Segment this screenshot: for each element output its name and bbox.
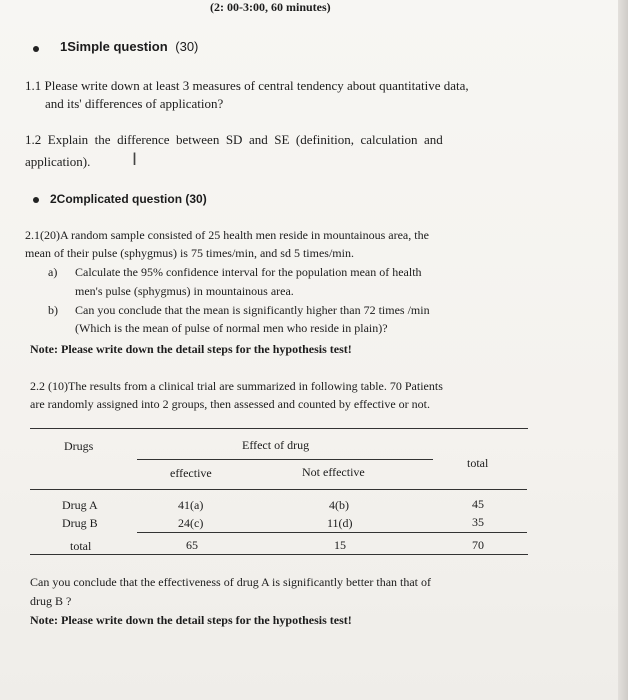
section1-title [60, 38, 198, 56]
bullet-icon [33, 197, 39, 203]
q2-1-line2: mean of their pulse (sphygmus) is 75 times/min, and sd 5 times/min. [25, 246, 354, 260]
q2-2-question-line2: drug B ? [30, 594, 72, 608]
table-cell-total: 45 [472, 497, 484, 511]
q1-1-line2: and its' differences of application? [45, 96, 224, 111]
table-cell-total: 35 [472, 515, 484, 529]
q1-1-line1: 1.1 Please write down at least 3 measures of central tendency about quantitative data, [25, 78, 469, 93]
table-header-effect: Effect of drug [242, 438, 310, 452]
q2-2-line2: are randomly assigned into 2 groups, then assessed and counted by effective or not. [30, 397, 431, 411]
table-effect-rule [137, 459, 433, 460]
table-cell-effective: 24(c) [178, 516, 204, 530]
table-header-total: total [467, 456, 489, 470]
bullet-icon [33, 46, 39, 52]
table-cell-total: 70 [472, 538, 484, 552]
q2-1-line1: 2.1(20)A random sample consisted of 25 health men reside in mountainous area, the [25, 228, 429, 242]
table-cell-effective: 65 [186, 538, 198, 552]
q2-2-line1: 2.2 (10)The results from a clinical trial are summarized in following table. 70 Patients [30, 379, 443, 393]
q2-1-a-line1: Calculate the 95% confidence interval for the population mean of health [75, 265, 422, 279]
table-header-effective: effective [170, 466, 212, 480]
section1-points: (30) [175, 39, 199, 54]
table-header-rule [30, 489, 527, 490]
section1-title-text: 1Simple question [60, 39, 168, 54]
q2-1-b-line2: (Which is the mean of pulse of normal men who reside in plain)? [75, 321, 388, 335]
page-edge [618, 0, 628, 700]
q2-2-note: Note: Please write down the detail steps for the hypothesis test! [30, 613, 352, 627]
q2-1-b-label: b) [48, 303, 58, 317]
table-cell-not-effective: 11(d) [327, 516, 353, 530]
table-cell-drug: Drug B [62, 516, 98, 530]
q2-1-note: Note: Please write down the detail steps for the hypothesis test! [30, 342, 352, 356]
table-cell-effective: 41(a) [178, 498, 204, 512]
table-cell-not-effective: 4(b) [329, 498, 349, 512]
table-header-drugs: Drugs [64, 439, 94, 453]
table-total-rule [137, 532, 527, 533]
table-cell-drug: Drug A [62, 498, 98, 512]
table-cell-drug: total [70, 539, 92, 553]
table-header-not-effective: Not effective [302, 465, 365, 479]
table-top-rule [30, 428, 528, 429]
q2-2-question-line1: Can you conclude that the effectiveness of drug A is significantly better than that of [30, 575, 432, 589]
table-cell-not-effective: 15 [334, 538, 346, 552]
q2-1-b-line1: Can you conclude that the mean is significantly higher than 72 times /min [75, 303, 430, 317]
q2-1-a-line2: men's pulse (sphygmus) in mountainous area. [75, 284, 294, 298]
table-bottom-rule [30, 554, 528, 555]
q1-2-line1: 1.2 Explain the difference between SD and SE (definition, calculation and [25, 132, 443, 147]
q2-1-a-label: a) [48, 265, 58, 279]
section2-title: 2Complicated question (30) [50, 192, 207, 206]
q1-2-line2: application). [25, 154, 91, 169]
exam-header: (2: 00-3:00, 60 minutes) [210, 0, 331, 14]
text-cursor-icon: I [132, 150, 138, 170]
